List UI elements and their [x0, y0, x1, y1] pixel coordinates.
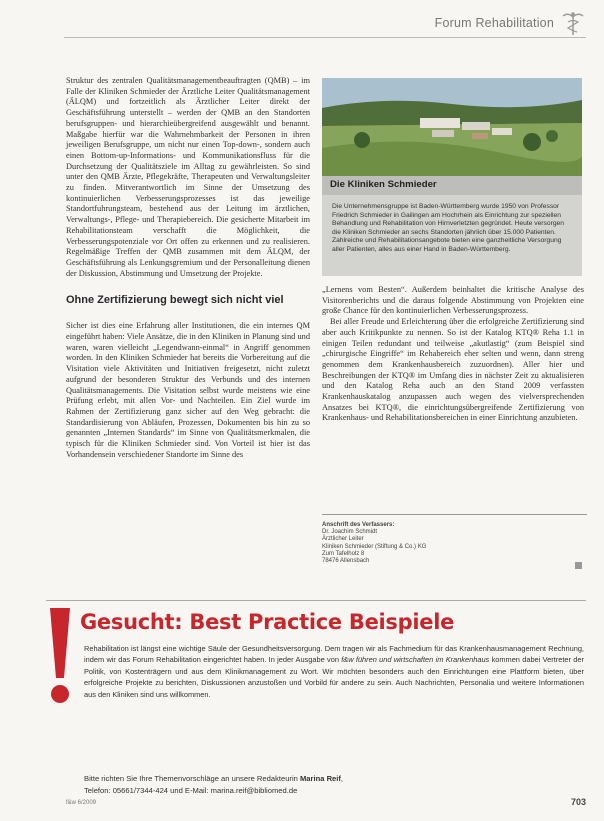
info-box-text: Die Unternehmensgruppe ist Baden-Württemberg wurde 1950 von Professor Friedrich Schmieder in Gailingen am Hochrhein als Einrichtung zur speziellen Behandlung und Rehabilitation von Hirnverletzten gegründet. Heute versorgen die Kliniken Schmieder an sechs Standorten jährlich über 15.000 Patienten. Zahlreiche und Rehabilitationsangebote bieten eine ganzheitliche Versorgung aller Patienten, alles aus einer Hand in Baden-Württemberg.: [332, 203, 564, 253]
body-paragraph: „Lernens vom Besten“. Außerdem beinhaltet die kritische Analyse des Visitorenberichts und die daraus folgende Abstimmung von Projekten eine große Chance für den kontinuierlichen Verbesserungsprozess.: [322, 285, 584, 316]
ad-body: [84, 643, 584, 700]
address-line: Ärztlicher Leiter: [322, 536, 364, 543]
info-box: [322, 176, 582, 276]
exclamation-icon: [40, 600, 80, 710]
address-line: 78476 Allensbach: [322, 558, 370, 565]
contact-name: Marina Reif: [299, 774, 341, 783]
left-column: [66, 76, 310, 461]
article-end-mark: [575, 562, 582, 569]
journal-name: f&w führen und wirtschaften im Krankenhaus: [341, 655, 490, 665]
contact-text: ,: [340, 774, 344, 783]
contact-text: Bitte richten Sie Ihre Themenvorschläge an unsere Redakteurin: [84, 774, 300, 783]
section-subheading: Ohne Zertifizierung bewegt sich nicht viel: [66, 294, 284, 307]
ad-divider: [46, 600, 586, 601]
issue-label: f&w 6/2009: [66, 800, 97, 806]
ad-contact: [84, 773, 584, 796]
address-line: Kliniken Schmieder (Stiftung & Co.) KG: [322, 543, 427, 550]
header-divider: [64, 37, 586, 38]
author-address: [322, 522, 522, 565]
address-line: Dr. Joachim Schmidt: [322, 529, 378, 536]
address-divider: [322, 514, 587, 515]
right-column: [322, 285, 584, 424]
ad-title: Gesucht: Best Practice Beispiele: [80, 610, 455, 634]
contact-details: Telefon: 05661/7344-424 und E-Mail: marina.reif@bibliomed.de: [84, 785, 298, 795]
section-title: Forum Rehabilitation: [434, 16, 554, 30]
ad-body-text: kommen dabei Vertreter der Politik, von Kostenträgern und aus dem Klinikmanagement zu Wort. Wir möchten besonders auch den Einrichtungen eine Plattform bieten, über erfolgreiche Projekte zu berichten, Diskussionen anzustoßen und Vorbild für andere zu sein. Auch Nachrichten, Personalia und weitere Informationen aus den Kliniken sind uns willkommen.: [84, 655, 584, 699]
body-paragraph: Bei aller Freude und Erleichterung über die erfolgreiche Zertifizierung sind aber auch Kritikpunkte zu nennen. So ist der Katalog KTQ® Reha 1.1 in einigen Teilen redundant und teilweise „akutlastig“ (zum Beispiel sind „chirurgische Eingriffe“ im Rehabereich eher selten und wenn, dann streng genommen dem Krankenhausbereich zuzuordnen). Aller hier und Beschreibungen der KTQ® im Umfang dies in nächster Zeit zu aktualisieren und den Katalog Reha auch an den Stand 2009 verfassten Krankenhauskatalog anzupassen auch wegen des vielversprechenden Ansatzes bei KTQ®, die einrichtungsübergreifende Zertifizierung von Krankenhaus- und Rehabilitationsbereichen in einer Einrichtung anzubieten.: [322, 317, 584, 423]
clinic-aerial-photo: [322, 78, 582, 176]
ad-body-text: Rehabilitation ist längst eine wichtige Säule der Gesundheitsversorgung. Dem tragen wir als Fachmedium für das Krankenhausmanagement Rechnung, indem wir das Forum Rehabilitation eingerichtet haben. In jeder Ausgabe von: [84, 644, 584, 665]
caduceus-logo-icon: [560, 10, 586, 36]
info-box-title: Die Kliniken Schmieder: [322, 176, 582, 195]
address-label: Anschrift des Verfassers:: [322, 522, 395, 528]
page-number: 703: [570, 797, 586, 807]
body-paragraph: Struktur des zentralen Qualitätsmanagementbeauftragten (QMB) – im Falle der Kliniken Schmieder der Ärztliche Leiter Qualitätsmanagement (ÄLQM) und fortzeitlich als Ärztlicher Leiter direkt der Geschäftsführung unterstellt – werden der QMB an den Standorten berufsgruppen- und hierarchieübergreifend ausgewählt und benannt. Maßgabe hierfür war die Wahrnehmbarkeit der Personen in ihren jeweiligen Berufsgruppe, um nicht nur einen Top-down-, sondern auch einen Bottom-up-Informations- und Kommunikationsfluss für die Durchsetzung der Qualitätsziele im Alltag zu gewährleisten. So sind unter den QMB Ärzte, Pflegekräfte, Therapeuten und Verwaltungsleiter zu finden. Mitverantwortlich im Sinne der Umsetzung des kontinuierlichen Verbesserungsprozesses ist das jeweilige Standortfuhrungsteam, bestehend aus der Leitung im ärztlichen, Verwaltungs-, Pflege- und Therapiebereich. Die gesicherte Mitarbeit im Rehabilitationsteam verschafft die Möglichkeit, die Verbesserungspotenziale vor Ort offen zu erkennen und zu realisieren. Regelmäßige Treffen der QMB zusammen mit dem ÄLQM, der Geschäftsführung als Lenkungsgremium und der Personalleitung dienen der Diskussion, Abstimmung und Umsetzung der Projekte.: [66, 76, 310, 278]
body-paragraph: Sicher ist dies eine Erfahrung aller Institutionen, die ein internes QM eingeführt haben: Viele Ansätze, die in den Kliniken in Planung sind und waren, waren vielleicht „Legendwann-einmal“ in Angriff genommen worden. In den Kliniken Schmieder hat bereits die Vorbereitung auf die Visitation viele Aktivitäten und Initiativen freigesetzt, nicht zuletzt aufgrund der besonderen Struktur des Verbunds und des internen Qualitätsmanagements. Die Visitation selbst wurde meistens wie eine Prüfung erlebt, mit allen Vor- und Nachteilen. Ein Ziel wurde im Rahmen der Zertifizierung ganz sicher auf den Weg gebracht: die Standardisierung von Abläufen, Prozessen, Dokumenten bis hin zu so genannten „Internen Standards“ im Sinne von Qualitätsmerkmalen, die typisch für die Kliniken Schmieder sind. Von Vorteil ist hier ist das Vorhandensein verschiedener Standorte im Sinne des: [66, 321, 310, 459]
address-line: Zum Tafelholz 8: [322, 550, 365, 557]
